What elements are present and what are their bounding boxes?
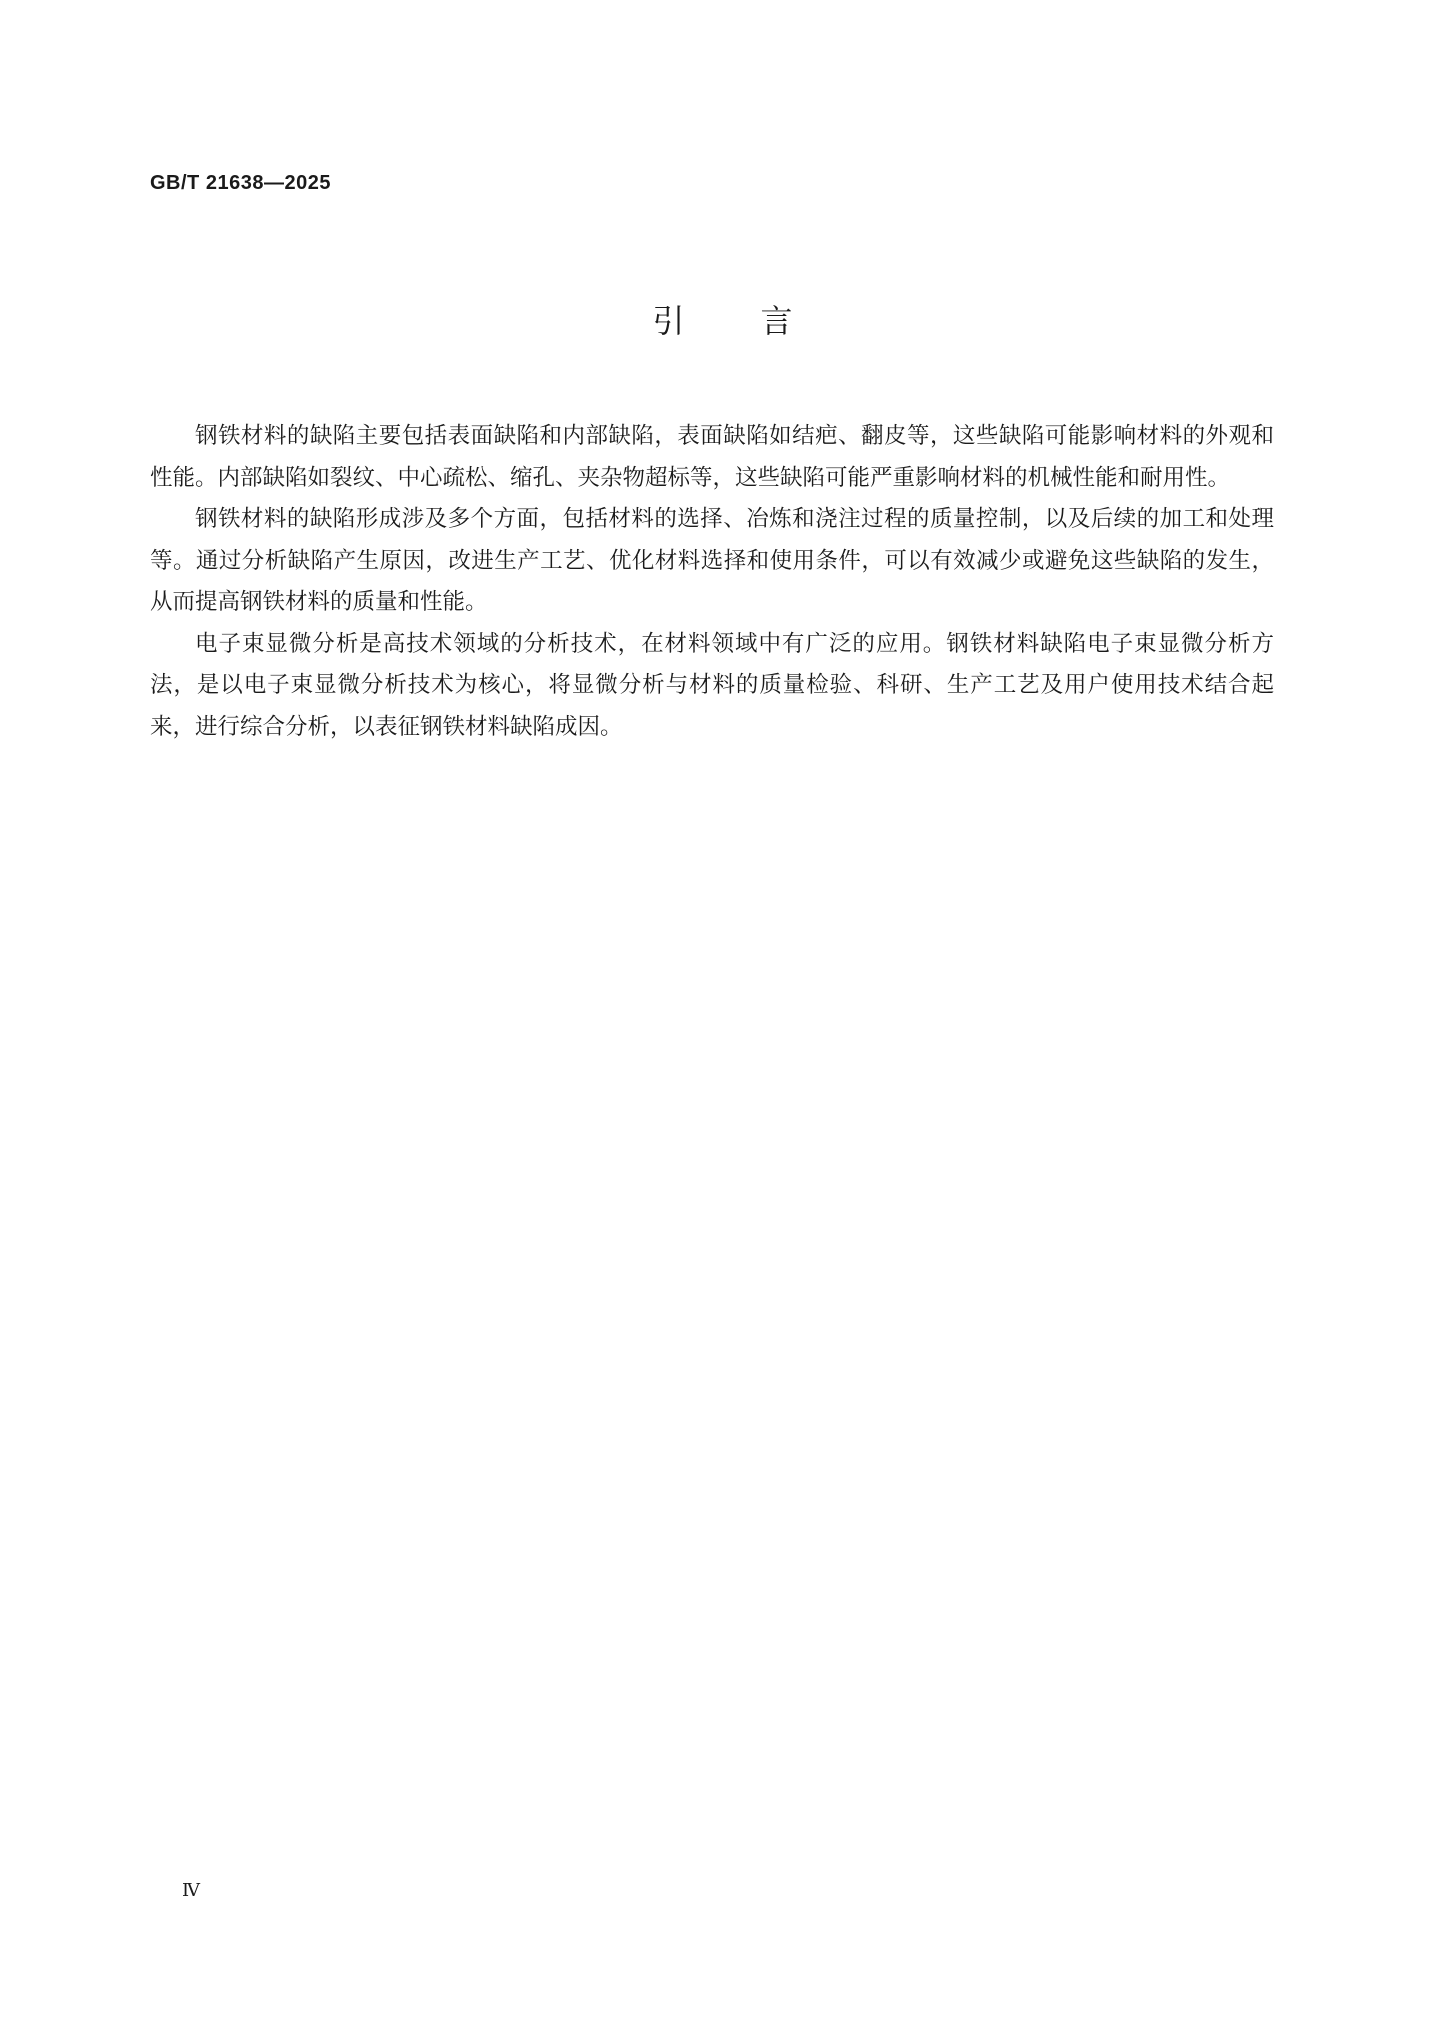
page-title: 引言 [652, 302, 869, 340]
paragraph-1: 钢铁材料的缺陷主要包括表面缺陷和内部缺陷，表面缺陷如结疤、翻皮等，这些缺陷可能影响材料的外观和性能。内部缺陷如裂纹、中心疏松、缩孔、夹杂物超标等，这些缺陷可能严重影响材料的机械性能和耐用性。 [150, 423, 1274, 491]
body-text [150, 416, 1274, 748]
page-number: Ⅳ [182, 1880, 200, 1901]
paragraph-3: 电子束显微分析是高技术领域的分析技术，在材料领域中有广泛的应用。钢铁材料缺陷电子束显微分析方法，是以电子束显微分析技术为核心，将显微分析与材料的质量检验、科研、生产工艺及用户使用技术结合起来，进行综合分析，以表征钢铁材料缺陷成因。 [150, 630, 1274, 740]
standard-code: GB/T 21638—2025 [150, 172, 331, 194]
paragraph-2: 钢铁材料的缺陷形成涉及多个方面，包括材料的选择、冶炼和浇注过程的质量控制，以及后续的加工和处理等。通过分析缺陷产生原因，改进生产工艺、优化材料选择和使用条件，可以有效减少或避免这些缺陷的发生，从而提高钢铁材料的质量和性能。 [150, 506, 1274, 615]
